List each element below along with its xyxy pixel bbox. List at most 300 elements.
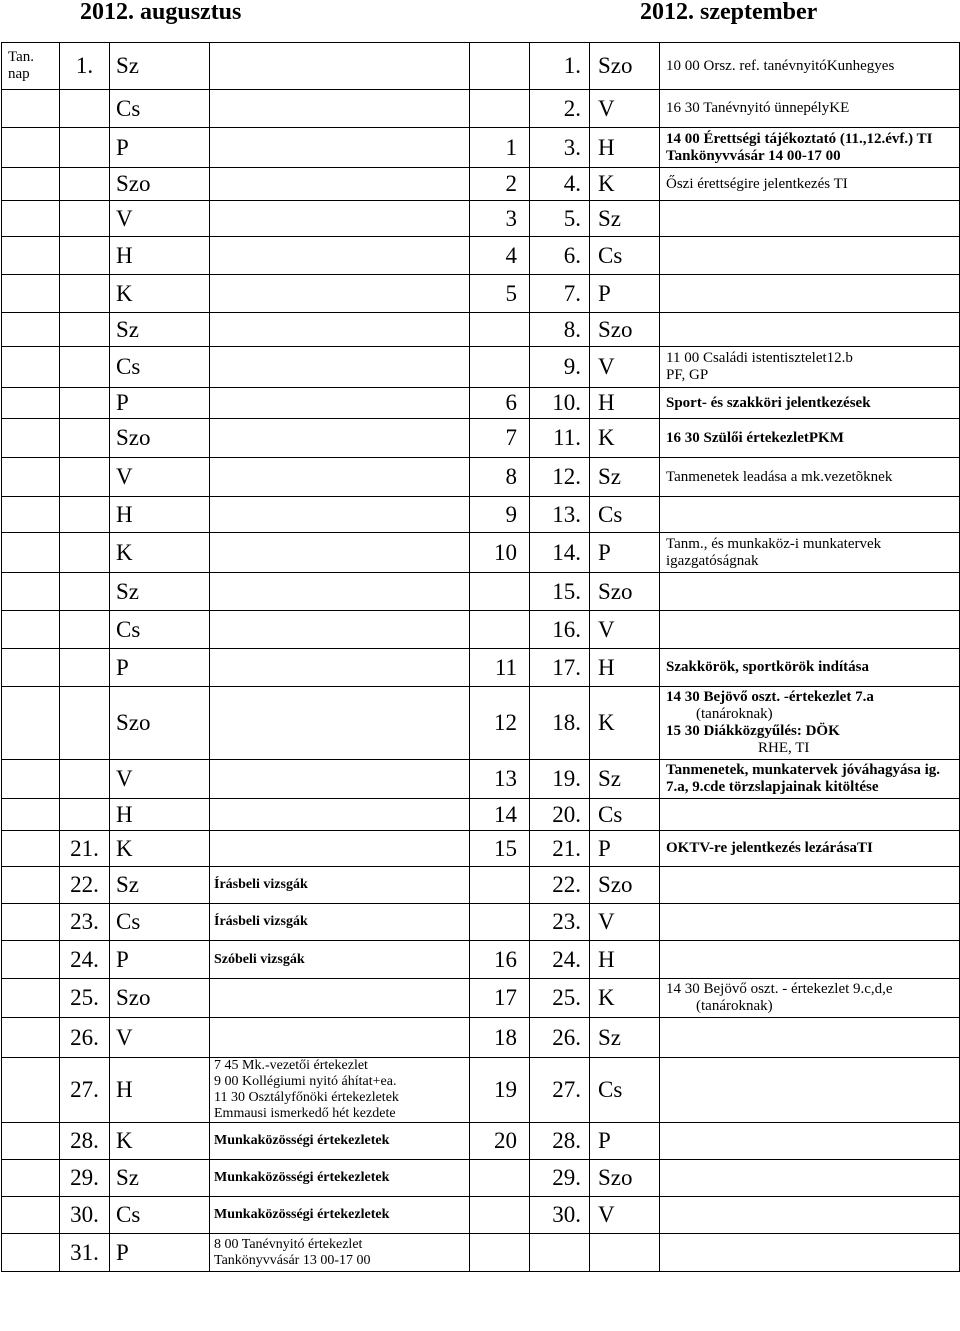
event-text: 14 30 Bejövő oszt. - értekezlet 9.c,d,e [666,981,893,997]
event-line: 7.a, 9.cde törzslapjainak kitöltése [666,779,879,795]
sep-weekday: H [590,388,660,419]
aug-event [210,275,470,313]
teaching-day-blank [2,275,60,313]
aug-day [60,388,110,419]
table-row [2,831,960,867]
event-line [666,762,953,779]
aug-event [210,573,470,611]
teaching-day: 19 [470,1058,530,1123]
aug-weekday: Szo [110,419,210,458]
event-line: Tankönyvvásár 14 00-17 00 [666,147,841,164]
teaching-day-blank [2,1197,60,1234]
table-row [2,573,960,611]
teaching-day-blank [2,649,60,687]
sep-event [660,1123,960,1160]
table-row [2,388,960,419]
teaching-day: 15 [470,831,530,867]
aug-weekday: Sz [110,573,210,611]
aug-day [60,419,110,458]
aug-event-line: Emmausi ismerkedő hét kezdete [214,1106,396,1121]
aug-event [210,201,470,237]
table-row [2,799,960,831]
table-row [2,687,960,760]
sep-event [660,43,960,90]
teaching-day [470,904,530,941]
aug-day [60,687,110,760]
teaching-day-blank [2,419,60,458]
teaching-day: 18 [470,1018,530,1058]
sep-event [660,1160,960,1197]
event-right: PKM [808,429,844,446]
aug-event [210,941,470,979]
aug-event-line: Tankönyvvásár 13 00-17 00 [214,1252,371,1268]
aug-weekday: Cs [110,347,210,388]
sep-day: 27. [530,1058,590,1123]
event-line [666,689,953,706]
sep-event [660,533,960,573]
table-row [2,128,960,168]
table-row [2,533,960,573]
table-row [2,1018,960,1058]
table-row [2,760,960,799]
table-row [2,1160,960,1197]
aug-event [210,1058,470,1123]
sep-weekday: P [590,831,660,867]
event-line [666,350,953,367]
event-text: OKTV-re jelentkezés lezárása [666,840,858,856]
sep-event [660,168,960,201]
aug-weekday: Sz [110,43,210,90]
event-line [666,981,953,998]
aug-day: 24. [60,941,110,979]
aug-weekday: H [110,799,210,831]
calendar-body [2,43,960,1272]
sep-weekday: V [590,611,660,649]
sep-event [660,1234,960,1272]
sep-day: 20. [530,799,590,831]
sep-day: 1. [530,43,590,90]
teaching-day-blank [2,904,60,941]
teaching-day-blank [2,1123,60,1160]
aug-weekday: Sz [110,313,210,347]
sep-event [660,904,960,941]
teaching-day [470,90,530,128]
aug-day: 1. [60,43,110,90]
event-line: PF, GP [666,367,709,383]
table-row [2,347,960,388]
teaching-day-blank [2,201,60,237]
aug-day [60,458,110,497]
table-row [2,237,960,275]
aug-day [60,533,110,573]
table-row [2,1234,960,1272]
aug-event [210,1123,470,1160]
table-row [2,611,960,649]
sep-day: 25. [530,979,590,1018]
aug-event-line: 11 30 Osztályfőnöki értekezletek [214,1090,399,1105]
aug-weekday: Szo [110,687,210,760]
aug-day [60,90,110,128]
teaching-day [470,1160,530,1197]
aug-day [60,168,110,201]
aug-day [60,275,110,313]
event-line [666,659,953,676]
teaching-day [470,1234,530,1272]
sep-weekday: Sz [590,760,660,799]
teaching-day: 16 [470,941,530,979]
aug-event [210,799,470,831]
sep-event [660,128,960,168]
aug-day: 21. [60,831,110,867]
teaching-day: 9 [470,497,530,533]
aug-day: 25. [60,979,110,1018]
teaching-day: 11 [470,649,530,687]
aug-day: 28. [60,1123,110,1160]
aug-day: 26. [60,1018,110,1058]
aug-weekday: V [110,201,210,237]
sep-day: 19. [530,760,590,799]
teaching-day-blank [2,760,60,799]
aug-weekday: P [110,941,210,979]
table-row [2,43,960,90]
event-right: TI [857,840,873,856]
sep-event [660,388,960,419]
aug-day: 30. [60,1197,110,1234]
teaching-day: 3 [470,201,530,237]
aug-day [60,799,110,831]
table-row [2,168,960,201]
table-row [2,419,960,458]
sep-event [660,687,960,760]
event-text: 11 00 Családi istentisztelet [666,350,827,366]
teaching-day-blank [2,168,60,201]
aug-day [60,649,110,687]
sep-day: 14. [530,533,590,573]
sep-event [660,201,960,237]
aug-weekday: H [110,497,210,533]
table-row [2,201,960,237]
teaching-day: 4 [470,237,530,275]
sep-weekday: K [590,419,660,458]
aug-event [210,43,470,90]
teaching-day-blank [2,979,60,1018]
sep-event [660,799,960,831]
table-row [2,497,960,533]
aug-weekday: H [110,1058,210,1123]
teaching-day-blank [2,458,60,497]
teaching-day [470,573,530,611]
teaching-day: 6 [470,388,530,419]
aug-event [210,237,470,275]
aug-weekday: P [110,388,210,419]
teaching-day-blank [2,237,60,275]
aug-event-text: Munkaközösségi értekezletek [214,1207,390,1222]
aug-event [210,90,470,128]
aug-event-text: Munkaközösségi értekezletek [214,1170,390,1185]
teaching-day-blank [2,1234,60,1272]
aug-day: 31. [60,1234,110,1272]
aug-weekday: K [110,1123,210,1160]
aug-weekday: P [110,128,210,168]
aug-weekday: P [110,649,210,687]
event-line [666,536,953,553]
teaching-day: 2 [470,168,530,201]
table-row [2,941,960,979]
aug-weekday: P [110,1234,210,1272]
aug-day [60,128,110,168]
aug-event [210,347,470,388]
teaching-day-blank [2,1160,60,1197]
sep-day: 2. [530,90,590,128]
sep-event [660,347,960,388]
sep-day: 6. [530,237,590,275]
sep-weekday: P [590,1123,660,1160]
event-line [666,395,953,412]
aug-day [60,237,110,275]
sep-event [660,237,960,275]
aug-day [60,573,110,611]
august-title: 2012. augusztus [80,0,242,25]
aug-day [60,497,110,533]
event-text: 10 00 Orsz. ref. tanévnyitó [666,57,827,74]
event-text: Szakkörök, sportkörök indítása [666,659,869,675]
teaching-day [470,611,530,649]
sep-event [660,419,960,458]
sep-day: 23. [530,904,590,941]
aug-day: 23. [60,904,110,941]
sep-day: 28. [530,1123,590,1160]
sep-day: 17. [530,649,590,687]
aug-event [210,1234,470,1272]
sep-event [660,649,960,687]
sep-event [660,1058,960,1123]
sep-weekday [590,1234,660,1272]
teaching-day: 5 [470,275,530,313]
event-text: Tanmenetek, munkatervek jóváhagyása ig. [666,762,941,778]
teaching-day [470,313,530,347]
event-line: (tanároknak) [696,706,773,722]
sep-event [660,760,960,799]
sep-day: 22. [530,867,590,904]
sep-weekday: Cs [590,497,660,533]
aug-event [210,760,470,799]
sep-event [660,1018,960,1058]
teaching-day: 10 [470,533,530,573]
teaching-day-blank [2,831,60,867]
event-text: 16 30 Szülői értekezlet [666,429,809,446]
event-line: igazgatóságnak [666,552,759,569]
aug-event-text: Munkaközösségi értekezletek [214,1133,390,1148]
teaching-day-blank [2,128,60,168]
sep-weekday: P [590,275,660,313]
sep-day: 18. [530,687,590,760]
sep-weekday: Szo [590,313,660,347]
aug-weekday: V [110,760,210,799]
teaching-day-blank [2,90,60,128]
sep-weekday: Cs [590,237,660,275]
aug-event-line: 7 45 Mk.-vezetői értekezlet [214,1058,368,1073]
teaching-day-blank [2,611,60,649]
aug-event [210,687,470,760]
event-text: 14 30 Bejövő oszt. -értekezlet 7.a [666,689,874,705]
aug-day: 22. [60,867,110,904]
sep-weekday: K [590,687,660,760]
aug-event-line: 8 00 Tanévnyitó értekezlet [214,1236,363,1252]
teaching-day-header [2,43,60,90]
sep-day: 26. [530,1018,590,1058]
table-row [2,867,960,904]
sep-day: 29. [530,1160,590,1197]
aug-day [60,347,110,388]
sep-day: 4. [530,168,590,201]
teaching-day-blank [2,388,60,419]
aug-event-text: Írásbeli vizsgák [214,914,308,929]
aug-event [210,1160,470,1197]
sep-day: 24. [530,941,590,979]
teaching-day-blank [2,347,60,388]
table-row [2,1123,960,1160]
aug-weekday: H [110,237,210,275]
teaching-day-blank [2,313,60,347]
teaching-day: 13 [470,760,530,799]
sep-weekday: P [590,533,660,573]
calendar-table [1,42,960,1272]
aug-day [60,201,110,237]
aug-weekday: K [110,831,210,867]
table-row [2,275,960,313]
sep-day: 10. [530,388,590,419]
sep-event [660,275,960,313]
table-row [2,90,960,128]
event-line [666,176,953,193]
sep-weekday: Szo [590,573,660,611]
sep-day: 8. [530,313,590,347]
sep-day: 15. [530,573,590,611]
teaching-day-blank [2,573,60,611]
teaching-day-label: nap [8,66,30,82]
sep-weekday: K [590,979,660,1018]
event-text: 16 30 Tanévnyitó ünnepély [666,100,830,116]
aug-event [210,867,470,904]
sep-event [660,941,960,979]
aug-event [210,458,470,497]
teaching-day-blank [2,799,60,831]
teaching-day-blank [2,1058,60,1123]
aug-day: 29. [60,1160,110,1197]
event-line: 15 30 Diákközgyűlés: DÖK [666,723,840,739]
sep-weekday: V [590,90,660,128]
event-right: 12.b [826,350,853,366]
sep-weekday: H [590,128,660,168]
aug-event [210,313,470,347]
sep-day: 12. [530,458,590,497]
aug-weekday: Sz [110,1160,210,1197]
sep-day: 11. [530,419,590,458]
table-row [2,313,960,347]
table-row [2,649,960,687]
aug-event [210,388,470,419]
sep-event [660,979,960,1018]
sep-day: 21. [530,831,590,867]
teaching-day: 7 [470,419,530,458]
aug-event [210,979,470,1018]
table-row [2,1197,960,1234]
aug-weekday: V [110,1018,210,1058]
aug-event [210,831,470,867]
teaching-day [470,347,530,388]
teaching-day: 20 [470,1123,530,1160]
teaching-day-blank [2,687,60,760]
event-text: Őszi érettségire jelentkezés TI [666,175,848,192]
event-right: KE [829,100,850,116]
sep-day: 7. [530,275,590,313]
event-text: Sport- és szakköri jelentkezések [666,394,871,411]
table-row [2,458,960,497]
aug-event [210,1197,470,1234]
event-line [666,131,953,148]
sep-weekday: Sz [590,201,660,237]
sep-weekday: Szo [590,867,660,904]
sep-event [660,458,960,497]
aug-weekday: V [110,458,210,497]
sep-weekday: Cs [590,1058,660,1123]
teaching-day: 14 [470,799,530,831]
teaching-day-label: Tan. [8,49,35,65]
aug-weekday: Cs [110,904,210,941]
table-row [2,979,960,1018]
sep-event [660,831,960,867]
aug-event [210,419,470,458]
aug-event-line: 9 00 Kollégiumi nyitó áhítat+ea. [214,1074,397,1089]
aug-weekday: Cs [110,1197,210,1234]
teaching-day-blank [2,1018,60,1058]
aug-event [210,1018,470,1058]
event-text: Tanmenetek leadása a mk.vezetõknek [666,468,893,485]
aug-event [210,128,470,168]
teaching-day [470,867,530,904]
teaching-day-blank [2,497,60,533]
event-line [666,840,953,857]
event-right: Kunhegyes [826,57,895,74]
aug-day [60,760,110,799]
aug-weekday: Cs [110,611,210,649]
aug-event [210,904,470,941]
aug-event [210,533,470,573]
september-title: 2012. szeptember [640,0,818,25]
aug-weekday: Cs [110,90,210,128]
event-line [666,430,953,447]
event-text: 14 00 Érettségi tájékoztató (11.,12.évf.) TI [666,130,933,147]
aug-event [210,611,470,649]
aug-event [210,649,470,687]
aug-weekday: Sz [110,867,210,904]
teaching-day [470,1197,530,1234]
sep-event [660,867,960,904]
sep-weekday: K [590,168,660,201]
sep-weekday: Szo [590,1160,660,1197]
sep-weekday: H [590,649,660,687]
sep-day: 30. [530,1197,590,1234]
sep-day: 13. [530,497,590,533]
event-line [666,469,953,486]
teaching-day: 12 [470,687,530,760]
sep-weekday: Szo [590,43,660,90]
event-line: RHE, TI [758,740,810,756]
sep-day [530,1234,590,1272]
event-text: Tanm., és munkaköz-i munkatervek [666,535,882,552]
aug-event [210,168,470,201]
sep-day: 9. [530,347,590,388]
